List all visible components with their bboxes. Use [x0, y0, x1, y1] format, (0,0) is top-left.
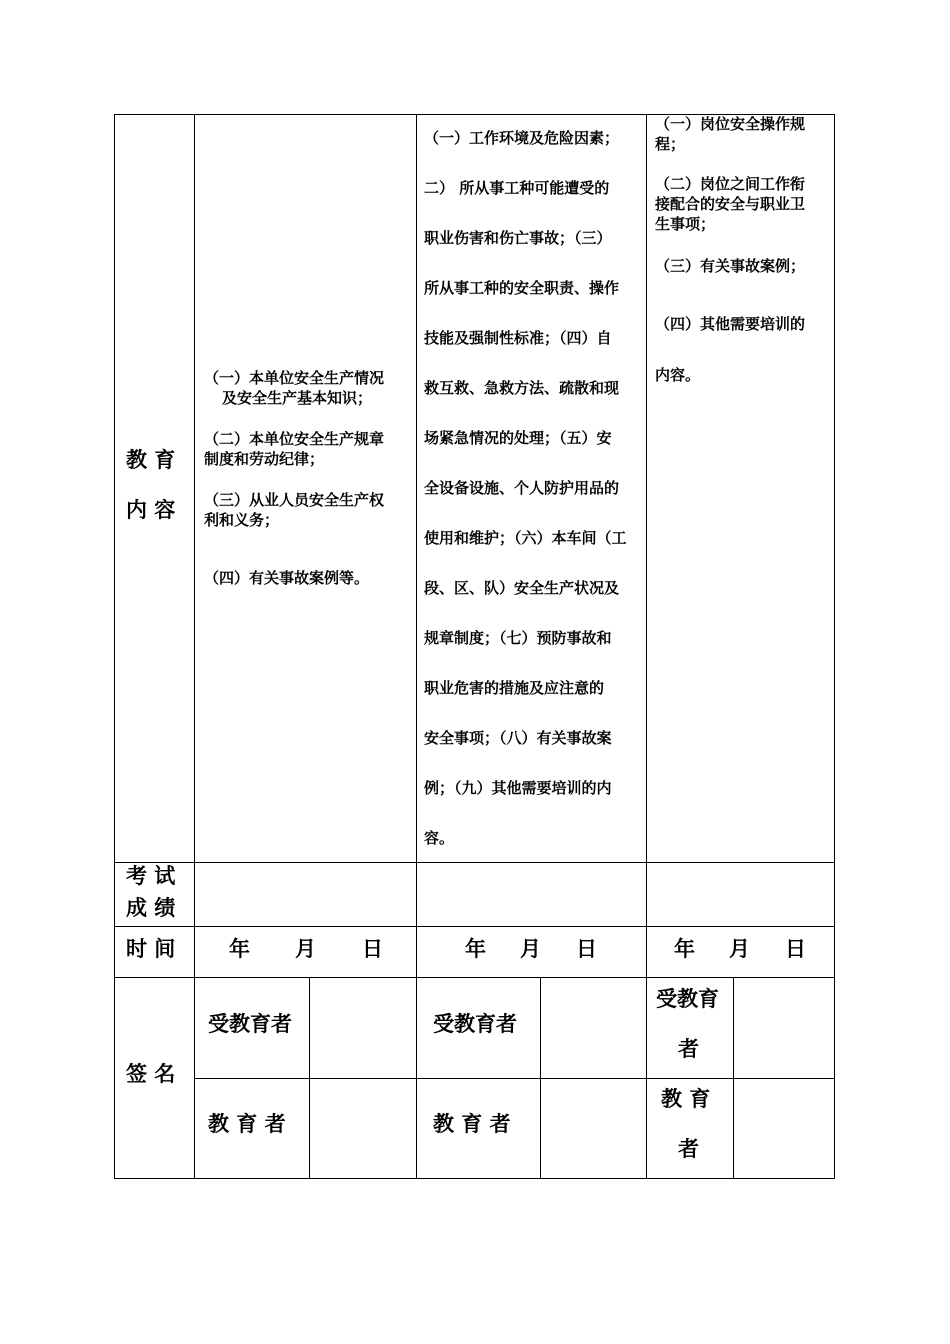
date-year-3: 年 — [674, 937, 695, 961]
date-day-1: 日 — [362, 937, 383, 961]
workshop-content — [424, 113, 646, 863]
label-content-line1: 教 育 — [126, 448, 176, 472]
sign-divider-c — [733, 977, 734, 1179]
trainee-label-2: 受教育者 — [433, 1012, 517, 1036]
divider-time-sign — [114, 977, 835, 978]
company-item-4: （四）有关事故案例等。 — [204, 569, 370, 587]
team-item-1b: 程； — [655, 135, 686, 153]
date-day-2: 日 — [576, 937, 597, 961]
company-item-2a: （二）本单位安全生产规章 — [204, 430, 385, 448]
company-content — [204, 368, 414, 588]
trainer-label-3b: 者 — [678, 1137, 699, 1161]
team-item-4b: 内容。 — [655, 366, 701, 384]
label-time: 时 间 — [126, 937, 176, 961]
divider-col-2 — [416, 114, 417, 1179]
workshop-line: 规章制度；（七）预防事故和 — [424, 629, 612, 647]
trainer-label-3a: 教 育 — [661, 1087, 711, 1111]
trainee-label-3a: 受教育 — [656, 987, 719, 1011]
company-item-1b: 及安全生产基本知识； — [222, 389, 373, 407]
workshop-line: 所从事工种的安全职责、操作 — [424, 279, 620, 297]
label-exam-line1: 考 试 — [126, 864, 176, 888]
sign-divider-a — [309, 977, 310, 1179]
company-item-3a: （三）从业人员安全生产权 — [204, 491, 385, 509]
date-day-3: 日 — [785, 937, 806, 961]
workshop-line: 职业伤害和伤亡事故；（三） — [424, 229, 612, 247]
border-left — [114, 114, 115, 1179]
workshop-line: 职业危害的措施及应注意的 — [424, 679, 605, 697]
workshop-line: 例；（九）其他需要培训的内 — [424, 779, 612, 797]
border-right — [834, 114, 835, 1179]
trainee-label-1: 受教育者 — [208, 1012, 292, 1036]
trainer-label-1: 教 育 者 — [208, 1112, 286, 1136]
workshop-line: 技能及强制性标准；（四）自 — [424, 329, 612, 347]
workshop-line: 全设备设施、个人防护用品的 — [424, 479, 620, 497]
workshop-line: 二） 所从事工种可能遭受的 — [424, 179, 610, 197]
workshop-line: 段、区、队）安全生产状况及 — [424, 579, 620, 597]
divider-sign-inner — [194, 1078, 835, 1079]
trainer-label-2: 教 育 者 — [433, 1112, 511, 1136]
company-item-1a: （一）本单位安全生产情况 — [204, 369, 385, 387]
workshop-line: 安全事项；（八）有关事故案 — [424, 729, 612, 747]
date-year-1: 年 — [229, 937, 250, 961]
divider-col-3 — [646, 114, 647, 1179]
team-content — [655, 114, 833, 385]
sign-divider-b — [540, 977, 541, 1179]
divider-exam-time — [114, 926, 835, 927]
team-item-2a: （二）岗位之间工作衔 — [655, 175, 806, 193]
team-item-1a: （一）岗位安全操作规 — [655, 115, 806, 133]
label-content-line2: 内 容 — [126, 498, 176, 522]
team-item-2b: 接配合的安全与职业卫 — [655, 195, 806, 213]
workshop-line: 救互救、急救方法、疏散和现 — [424, 379, 620, 397]
workshop-line: 场紧急情况的处理；（五）安 — [424, 429, 612, 447]
trainee-label-3b: 者 — [678, 1037, 699, 1061]
label-sign: 签 名 — [126, 1062, 176, 1086]
company-item-3b: 利和义务； — [204, 511, 280, 529]
date-month-2: 月 — [520, 937, 541, 961]
workshop-line: 使用和维护；（六）本车间（工 — [424, 529, 627, 547]
date-month-1: 月 — [295, 937, 316, 961]
company-item-2b: 制度和劳动纪律； — [204, 450, 325, 468]
divider-col-1 — [194, 114, 195, 1179]
date-year-2: 年 — [465, 937, 486, 961]
label-exam-line2: 成 绩 — [126, 896, 176, 920]
team-item-4a: （四）其他需要培训的 — [655, 315, 806, 333]
workshop-line: 容。 — [424, 829, 455, 847]
date-month-3: 月 — [729, 937, 750, 961]
border-bottom — [114, 1178, 835, 1179]
team-item-3: （三）有关事故案例； — [655, 257, 806, 275]
team-item-2c: 生事项； — [655, 215, 716, 233]
workshop-line: （一）工作环境及危险因素； — [424, 129, 620, 147]
